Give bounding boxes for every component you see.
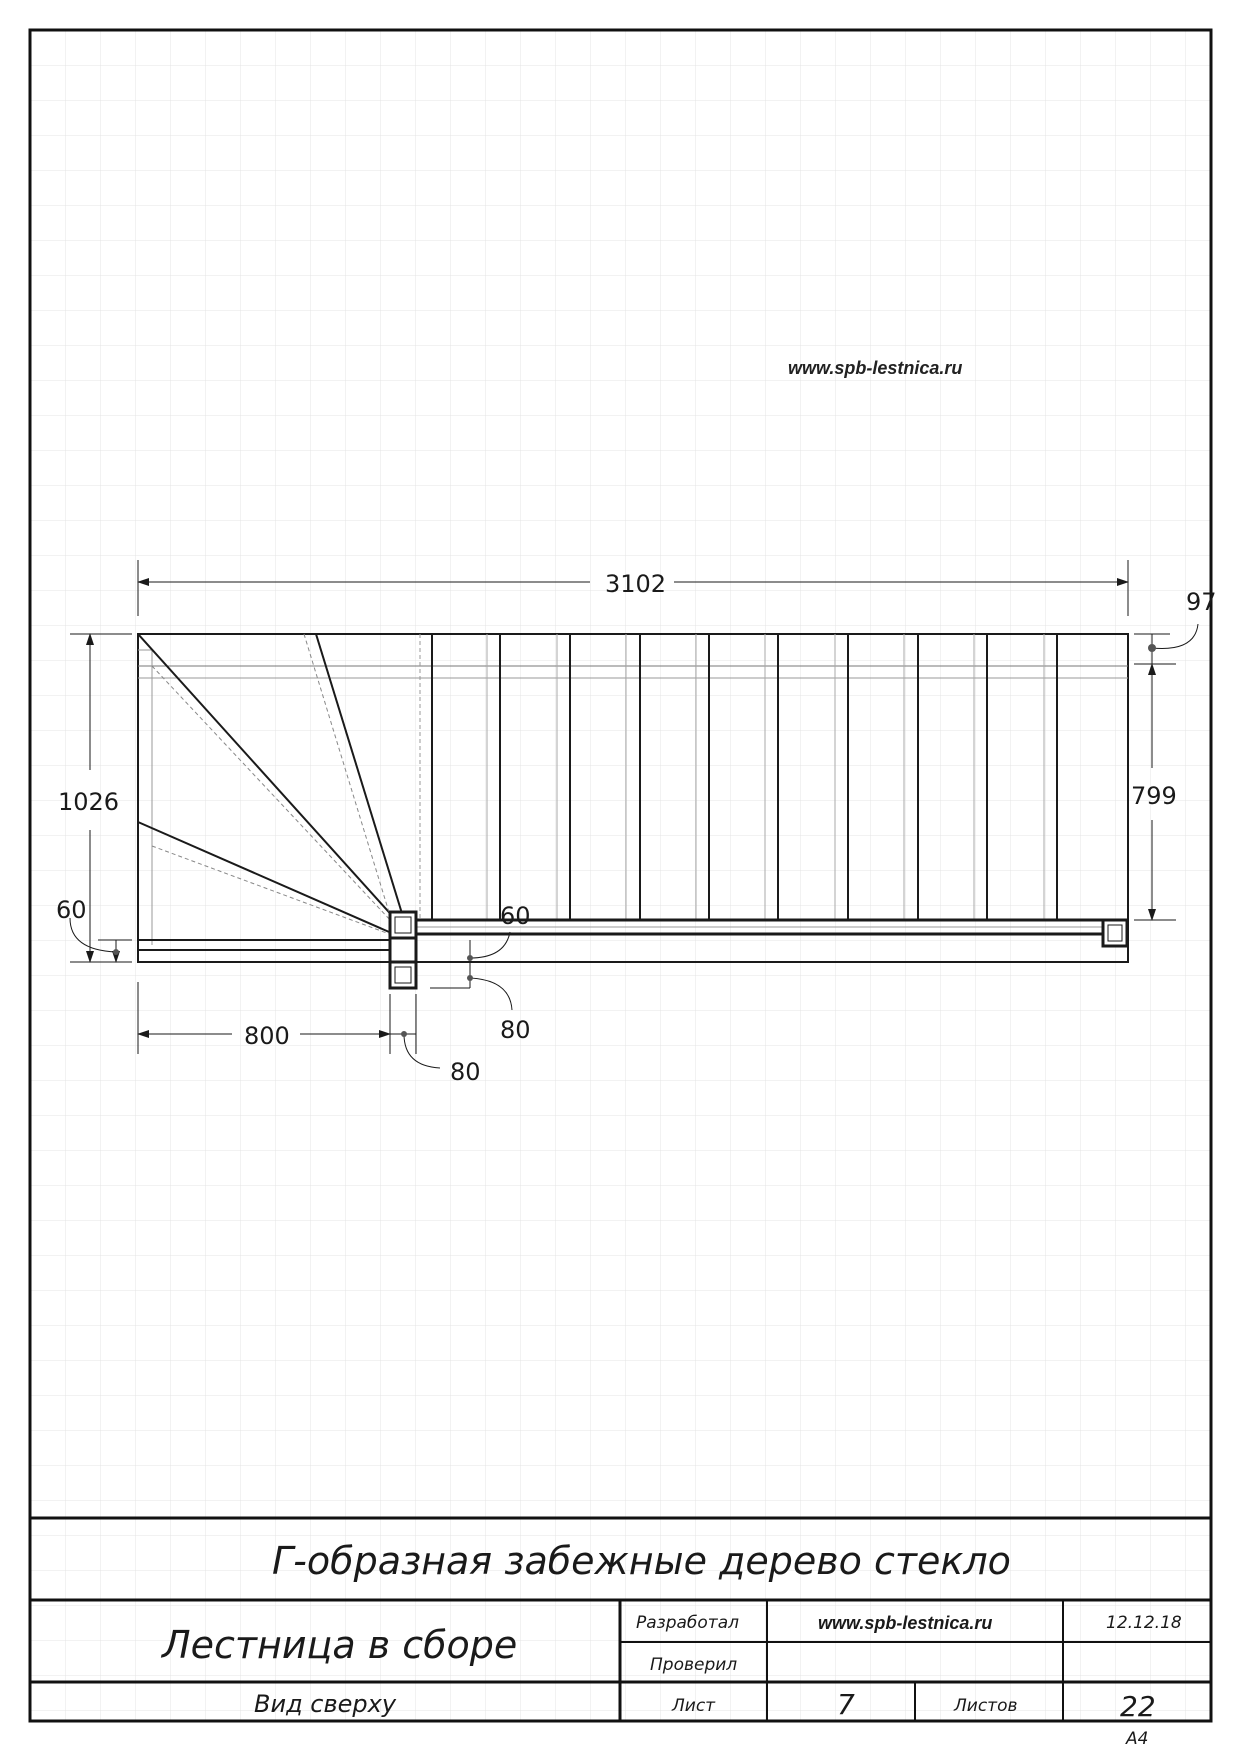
dim-60-inner: 60 — [500, 902, 531, 930]
tb-sheets-label: Листов — [954, 1696, 1018, 1716]
dim-799: 799 — [1131, 782, 1177, 810]
grid-background — [30, 30, 1211, 1720]
watermark-url: www.spb-lestnica.ru — [788, 358, 963, 378]
dot-60-left — [113, 949, 119, 955]
support-post-1 — [390, 938, 416, 962]
support-post-2 — [390, 962, 416, 988]
dim-3102: 3102 — [605, 570, 667, 598]
tb-date: 12.12.18 — [1106, 1613, 1182, 1633]
dot-60-inner — [467, 955, 473, 961]
dot-80-rb — [467, 975, 473, 981]
tb-developed-value: www.spb-lestnica.ru — [818, 1613, 993, 1633]
tb-sheet-number: 7 — [837, 1688, 855, 1721]
dim-1026: 1026 — [58, 788, 120, 816]
tb-sheets-total: 22 — [1120, 1690, 1156, 1723]
end-post — [1103, 920, 1127, 946]
corner-post — [390, 912, 416, 938]
dim-60-left: 60 — [56, 896, 87, 924]
tb-checked-label: Проверил — [650, 1655, 738, 1675]
tb-view: Вид сверху — [254, 1690, 397, 1718]
dot-80-b — [401, 1031, 407, 1037]
tb-format: A4 — [1126, 1729, 1149, 1749]
tb-sheet-label: Лист — [672, 1696, 716, 1716]
tb-name: Лестница в сборе — [162, 1623, 518, 1667]
dim-80-right: 80 — [500, 1016, 531, 1044]
tb-title: Г-образная забежные дерево стекло — [272, 1539, 1011, 1583]
dot-97 — [1148, 644, 1156, 652]
dim-97: 97 — [1186, 588, 1217, 616]
dim-800: 800 — [244, 1022, 290, 1050]
dim-80-bottom: 80 — [450, 1058, 481, 1086]
tb-developed-label: Разработал — [636, 1613, 739, 1633]
